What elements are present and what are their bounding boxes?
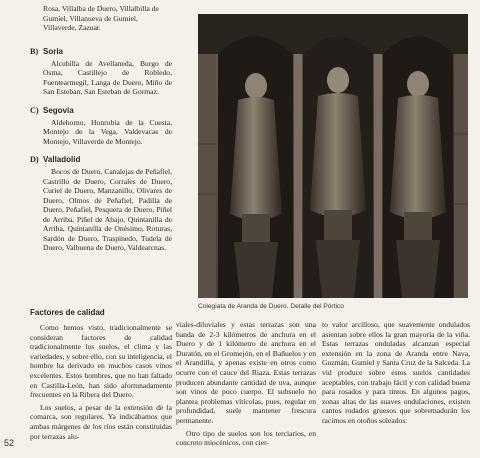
region-heading [30, 106, 172, 115]
lead-paragraph: Rosa, Villalba de Duero, Villalbilla de Gumiel, Villanueva de Gumiel, Villaverde, Zazuar. [43, 4, 159, 33]
photo-caption: Colegiata de Aranda de Duero. Detalle del Pórtico [198, 303, 344, 310]
region-text: Bocos de Duero, Canalejas de Peñafiel, Castrillo de Duero, Corrales de Duero, Curiel de Duero, Manzanillo, Olivares de Duero, Olmos de Peñafiel, Padilla de Duero, Peñafiel, Pesquera de Duero, Piñel de Arriba, Piñel de Abajo, Quintanilla de Arriba, Quintanilla de Onésimo, Roturas, Sardón de Duero, Traspinedo, Tudela de Duero, Valbuena de Duero, Valdearcnas. [43, 167, 172, 253]
text-column-3 [322, 320, 470, 429]
region-letter: D) [30, 155, 39, 165]
sculpture-figure [230, 73, 282, 298]
portico-photo [198, 14, 468, 298]
paragraph: to valor arcilloso, que suavemente ondulados asientan sobre ellos la gran mayoría de la viña. Estas terrazas onduladas alcanzan especial extensión en la zona de Aranda entre Nava, Guzmán, Gumiel y Santa Cruz de la Salceda. La vid produce sobre estos suelos cantidades aceptables, con trabajo fácil y con calidad buena para rosados y para tintos. En algunos pagos, zonas altas de las suaves ondulaciones, existen cantos rodados gruesos que sobremadurán los racimos en otoños soleados. [322, 320, 470, 425]
text-column-1 [30, 323, 172, 444]
text-column-2 [176, 320, 316, 451]
region-name: Valladolid [43, 155, 81, 165]
portico-sculpture-image [198, 14, 468, 298]
paragraph: Otro tipo de suelos son los terciarios, en concreto miocénicos, con cier- [176, 428, 316, 448]
paragraph: viales-diluviales y estas terrazas son una banda de 2-3 kilómetros de anchura en el Duero y de 1 kilómetro de anchura en el Duratón, en el Gromejón, en el Bañuelos y en el Arandilla, y apenas existe en otros como ocurre con el cauce del Riaza. Estas terrazas producen abundante cantidad de uva, aunque son vinos de poco cuerpo. El subsuelo no plantea problemas vitícolas, pues, regular en profundidad, suele mantener frescura permanente. [176, 320, 316, 425]
municipality-list [30, 4, 172, 262]
region-name: Segovia [43, 105, 74, 115]
region-valladolid [30, 155, 172, 253]
region-text: Alcubilla de Avellaneda, Burgo de Osma, Castillejo de Robledo, Fuentearmegil, Langa de Duero, Miño de San Esteban, San Esteban de Gormaz. [43, 58, 172, 97]
region-segovia [30, 106, 172, 147]
region-letter: B) [30, 46, 39, 56]
region-heading [30, 47, 172, 56]
paragraph: Como hemos visto, tradicionalmente se consideran factores de calidad tradicionalmente los suelos, el clima y las variedades, y sobre ello, con su inteligencia, el hombre ha derivado en muchos casos vinos excelentes. Estos hombres, que no han faltado en Castilla-León, han sido afortunadamente frecuentes en la Ribera del Duero. [30, 323, 172, 400]
region-name: Soria [43, 46, 64, 56]
section-heading: Factores de calidad [30, 308, 105, 317]
paragraph: Los suelos, a pesar de la extensión de la comarca, son regulares. Ya indicábamos que ambas márgenes de los ríos están constituidas por terrazas alu- [30, 402, 172, 441]
region-text: Aldehorno, Honrubia de la Cuesta, Montejo de la Vega, Valdevacas de Montejo, Villaverde de Montejo. [43, 117, 172, 146]
region-heading [30, 155, 172, 164]
region-soria [30, 47, 172, 97]
page-number: 52 [4, 438, 15, 448]
region-letter: C) [30, 105, 39, 115]
